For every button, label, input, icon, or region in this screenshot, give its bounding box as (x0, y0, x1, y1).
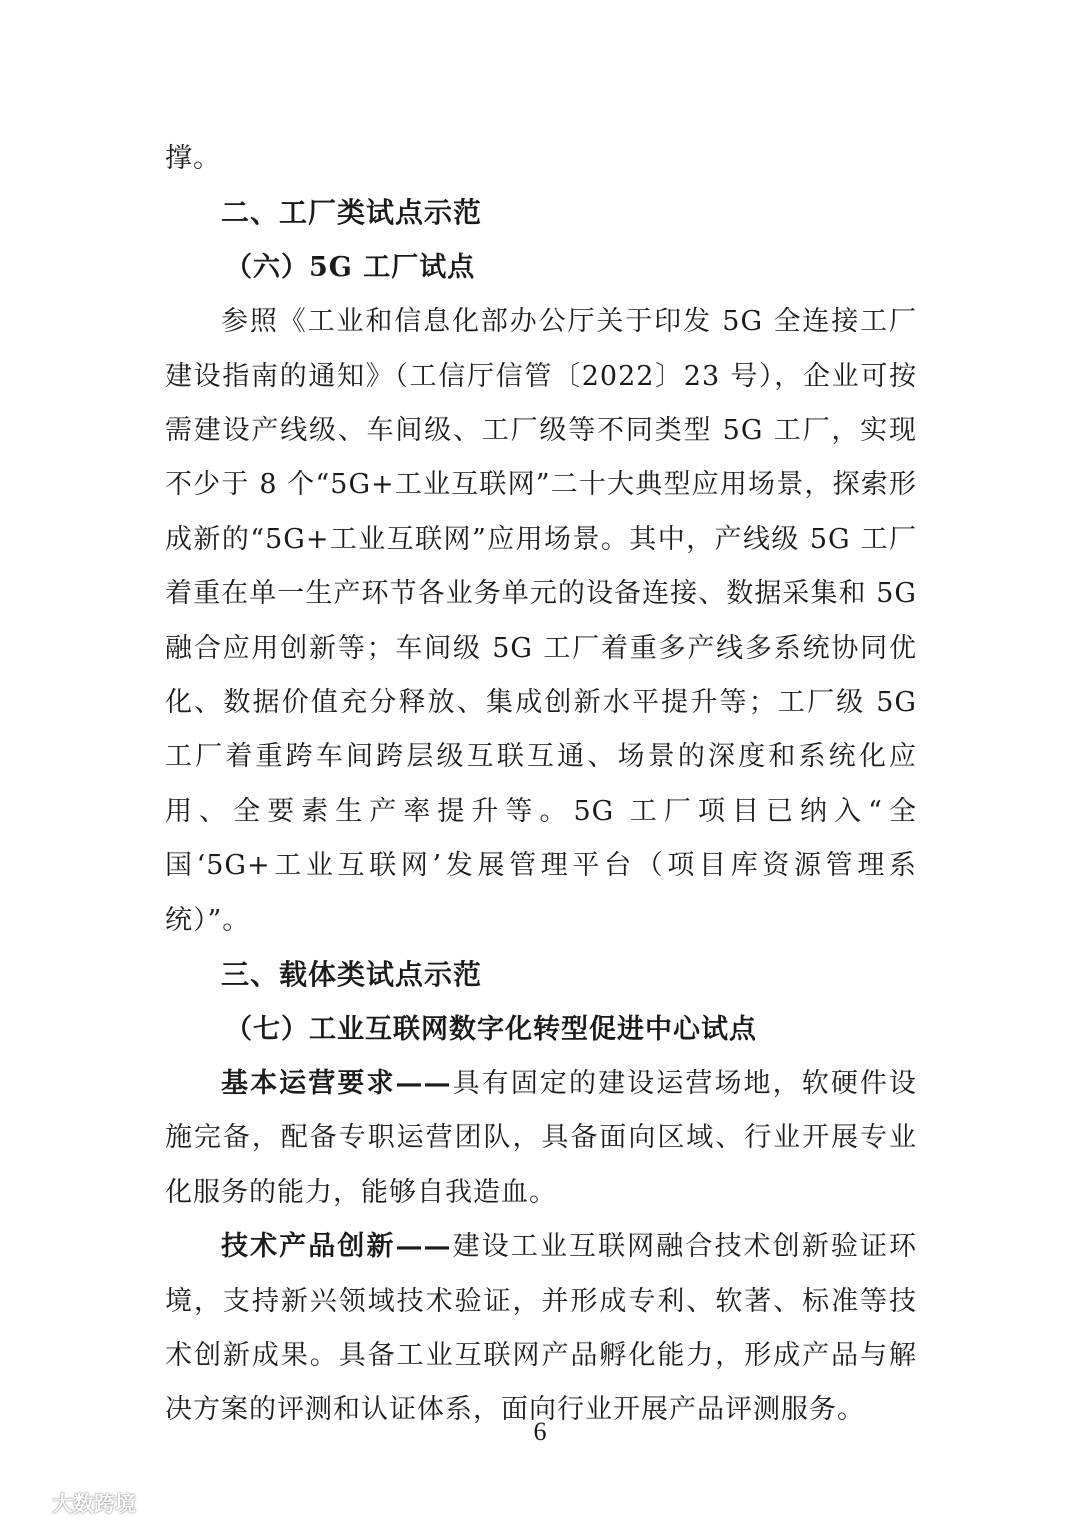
chat-bubble-logo-icon (10, 1490, 46, 1516)
section-heading-factory: 二、工厂类试点示范 (221, 196, 483, 230)
document-body (165, 132, 917, 1438)
paragraph-body-operation: 具有固定的建设运营场地，软硬件设施完备，配备专职运营团队，具备面向区域、行业开展专业化服务的能力，能够自我造血。 (165, 1067, 918, 1208)
paragraph-operation-requirements (165, 1057, 917, 1220)
paragraph-tech-innovation (165, 1220, 917, 1438)
paragraph-5g-factory: 参照《工业和信息化部办公厅关于印发 5G 全连接工厂建设指南的通知》（工信厅信管〔2022〕23 号），企业可按需建设产线级、车间级、工厂级等不同类型 5G 工厂，实现不少于 8 个“5G+工业互联网”二十大典型应用场景，探索形成新的“5G+工业互联网”应用场景。其中，产线级 5G 工厂着重在单一生产环节各业务单元的设备连接、数据采集和 5G 融合应用创新等；车间级 5G 工厂着重多产线多系统协同优化、数据价值充分释放、集成创新水平提升等；工厂级 5G 工厂着重跨车间跨层级互联互通、场景的深度和系统化应用、全要素生产率提升等。5G 工厂项目已纳入“全国‘5G+工业互联网’发展管理平台（项目库资源管理系统）”。 (165, 306, 917, 936)
watermark-text: 大数跨境 (52, 1492, 136, 1516)
subsection-heading-transformation-center: （七）工业互联网数字化转型促进中心试点 (225, 1013, 757, 1045)
subsection-heading-5g-factory: （六）5G 工厂试点 (225, 251, 476, 283)
paragraph-lead-tech: 技术产品创新—— (221, 1231, 452, 1263)
section-heading-carrier: 三、载体类试点示范 (221, 958, 483, 992)
page-number: 6 (533, 1417, 547, 1446)
paragraph-lead-operation: 基本运营要求—— (221, 1067, 452, 1099)
paragraph-body-tech: 建设工业互联网融合技术创新验证环境，支持新兴领域技术验证，并形成专利、软著、标准等技术创新成果。具备工业互联网产品孵化能力，形成产品与解决方案的评测和认证体系，面向行业开展产品评测服务。 (165, 1231, 918, 1426)
watermark (10, 1488, 136, 1518)
paragraph-continuation: 撑。 (165, 143, 221, 174)
